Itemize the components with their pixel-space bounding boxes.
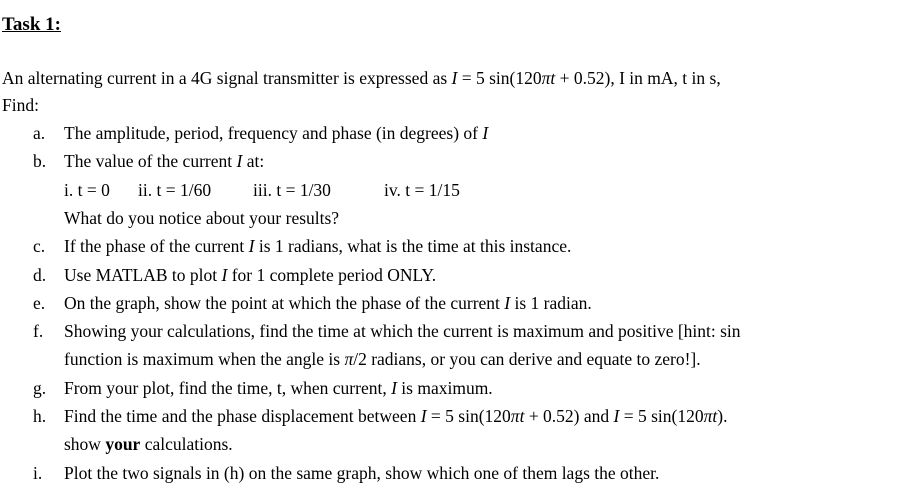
item-h-line2-b: calculations. [140,434,233,454]
item-b-note: What do you notice about your results? [64,208,340,228]
item-text [64,122,488,144]
current-variable: I [420,406,427,426]
item-e-tail: is 1 radian. [510,293,592,313]
list-item-i [0,462,909,484]
item-b-tail: at: [242,151,265,171]
time-variable: t [519,406,525,426]
item-marker: c. [33,236,46,256]
task-heading: Task 1: [2,14,61,35]
item-f-line2-b: /2 radians, or you can derive and equate to zero!]. [353,349,701,369]
list-item-f [0,320,909,342]
item-f-line2-a: function is maximum when the angle is [64,349,345,369]
equation-part: = 5 sin(120 [426,406,511,426]
item-marker: f. [33,321,44,341]
item-a-text: The amplitude, period, frequency and phase (in degrees) of [64,123,483,143]
list-item-d [0,264,909,286]
item-g-tail: is maximum. [396,378,493,398]
list-item-h [0,405,909,427]
equation-end: + 0.52) [524,406,580,426]
time-value-iii: iii. t = 1/30 [253,180,331,200]
equation-end: + 0.52) [555,68,611,88]
item-h-continuation [64,433,233,455]
item-text [64,264,436,286]
list-item-e [0,292,909,314]
time-variable: t [550,68,556,88]
item-text [64,405,727,427]
item-h-bold-word: your [105,434,141,454]
pi-symbol: π [703,406,713,426]
intro-line-2: Find: [2,95,39,115]
item-b-text: The value of the current [64,151,237,171]
list-item-c [0,235,909,257]
current-variable: I [451,68,458,88]
item-text: Showing your calculations, find the time at which the current is maximum and positive [hint: sin [64,321,741,341]
item-marker: e. [33,293,46,313]
item-c-text: If the phase of the current [64,236,249,256]
conjunction: and [579,406,614,426]
item-marker: b. [33,151,47,171]
item-marker: a. [33,123,46,143]
pi-symbol: π [344,349,354,369]
item-g-text: From your plot, find the time, t, when current, [64,378,392,398]
item-f-continuation [64,348,701,370]
pi-symbol: π [541,68,551,88]
item-marker: i. [33,463,43,483]
time-value-i: i. t = 0 [64,180,110,200]
intro-line-1 [2,67,721,89]
item-marker: d. [33,265,47,285]
current-variable: I [221,265,228,285]
equation-part: = 5 sin(120 [619,406,704,426]
current-variable: I [391,378,397,398]
item-c-tail: is 1 radians, what is the time at this instance. [254,236,572,256]
item-text [64,292,592,314]
item-marker: g. [33,378,47,398]
units-text: , I in mA, t in s, [610,68,721,88]
equation-end: ). [717,406,728,426]
current-variable: I [248,236,255,256]
item-h-line2-a: show [64,434,106,454]
item-text [64,150,264,172]
item-h-text: Find the time and the phase displacement between [64,406,421,426]
list-item-a [0,122,909,144]
current-variable: I [236,151,243,171]
item-marker: h. [33,406,47,426]
current-variable: I [504,293,511,313]
item-e-text: On the graph, show the point at which the phase of the current [64,293,505,313]
item-text [64,235,571,257]
equation-part: = 5 sin(120 [457,68,542,88]
item-text: Plot the two signals in (h) on the same graph, show which one of them lags the other. [64,463,660,483]
item-text [64,377,493,399]
item-d-tail: for 1 complete period ONLY. [227,265,437,285]
time-variable: t [712,406,718,426]
intro-text: An alternating current in a 4G signal transmitter is expressed as [2,68,452,88]
list-item-b [0,150,909,172]
pi-symbol: π [510,406,520,426]
time-value-ii: ii. t = 1/60 [138,180,212,200]
current-variable: I [613,406,620,426]
current-variable: I [482,123,489,143]
list-item-g [0,377,909,399]
item-d-text: Use MATLAB to plot [64,265,222,285]
time-value-iv: iv. t = 1/15 [384,180,460,200]
